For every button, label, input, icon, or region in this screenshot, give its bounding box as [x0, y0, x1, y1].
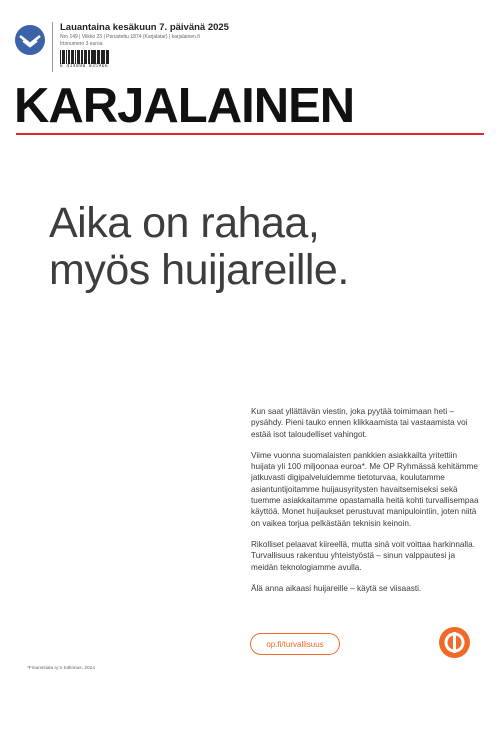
brand-rule	[16, 133, 484, 135]
ad-footnote: *Finanssiala ry:n tutkimus, 2024	[27, 666, 95, 671]
issue-date: Lauantaina kesäkuun 7. päivänä 2025	[60, 22, 229, 33]
barcode-bar	[95, 50, 96, 64]
barcode-bar	[99, 50, 100, 64]
ad-headline	[49, 200, 349, 294]
barcode-bar	[78, 50, 79, 64]
ad-paragraph: Älä anna aikaasi huijareille – käytä se viisaasti.	[251, 583, 422, 593]
issue-info: Nro 149 | Viikko 23 | Perustettu 1874 (Karjalatar) | karjalainen.fi	[60, 34, 200, 40]
headline-line-1: Aika on rahaa,	[49, 199, 320, 247]
barcode-bar	[86, 50, 87, 64]
ad-paragraph: Kun saat yllättävän viestin, joka pyytää toimimaan heti – pysähdy. Pieni tauko ennen klikkaamista tai vastaamista voi estää isot taloudelliset vahingot.	[251, 407, 468, 439]
barcode-icon	[60, 50, 260, 64]
barcode-bar	[64, 50, 65, 64]
barcode-bar	[69, 50, 70, 64]
ad-paragraph: Rikolliset pelaavat kiireellä, mutta sinä voit voittaa harkinnalla. Turvallisuus rakentuu yhteistyöstä – sinun valppautesi ja meidän teknologiamme avulla.	[251, 539, 475, 572]
barcode-bar	[82, 50, 84, 64]
chevron-shield-emblem-icon	[15, 25, 45, 55]
masthead-divider	[52, 22, 53, 72]
issue-price: Irtonumero 3 euroa	[60, 40, 103, 47]
op-logo-icon	[439, 627, 470, 658]
ad-body	[251, 406, 483, 604]
barcode-bar	[108, 50, 109, 64]
barcode-bar	[91, 50, 92, 64]
newspaper-brand: KARJALAINEN	[14, 79, 355, 133]
cta-link[interactable]: op.fi/turvallisuus	[250, 633, 340, 655]
ad-paragraph: Viime vuonna suomalaisten pankkien asiakkailta yritettiin huijata yli 100 miljoonaa euroa*. Me OP Ryhmässä kehitämme jatkuvasti digipalveluidemme tietoturvaa, koulutamme asiantuntijoitamme huijausyritysten havaitsemiseksi sekä tuemme asiakkaitamme opastamalla heitä kohti turvallisempaa käyttöä. Monet huijaukset perustuvat manipulointiin, joten niitä on vaikea torjua pelkästään teknisin keinoin.	[251, 450, 479, 528]
headline-line-2: myös huijareille.	[49, 246, 349, 294]
barcode-bar	[73, 50, 74, 64]
barcode-number: 6 414880 035966	[60, 64, 109, 69]
masthead-meta	[60, 22, 260, 70]
barcode-bar	[103, 50, 105, 64]
barcode-bar	[60, 50, 61, 64]
